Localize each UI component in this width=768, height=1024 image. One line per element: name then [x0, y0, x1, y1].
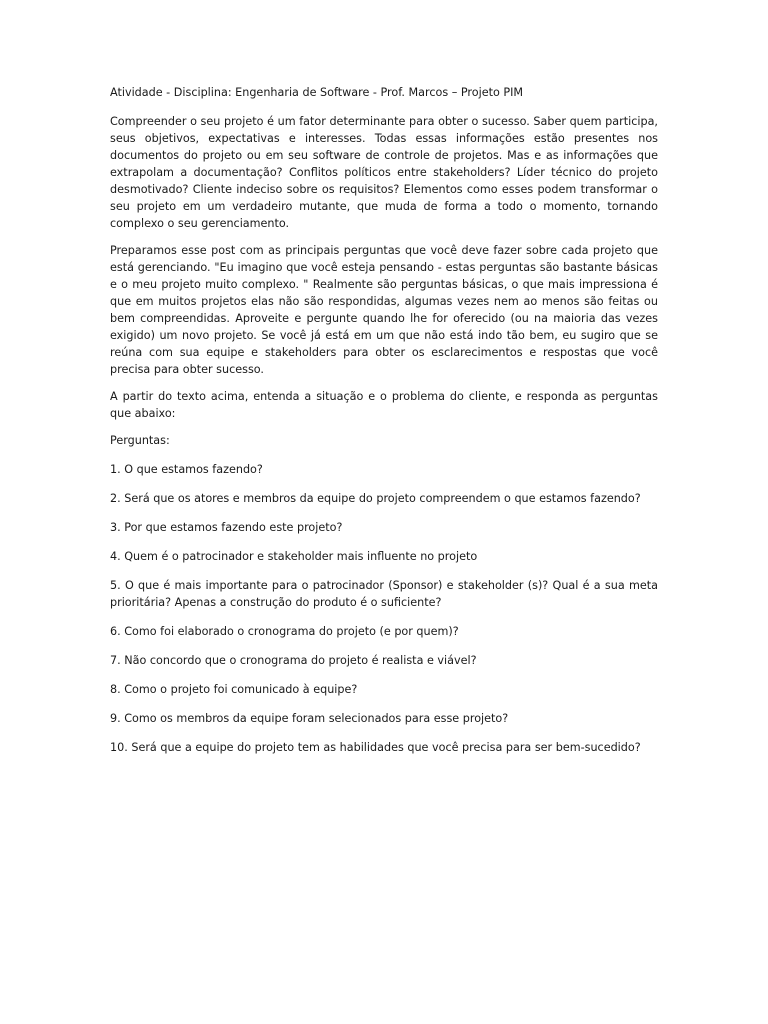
paragraph-post: Preparamos esse post com as principais perguntas que você deve fazer sobre cada projeto que está gerenciando. "Eu imagino que você esteja pensando - estas perguntas são bastante básicas e o meu projeto muito complexo. " Realmente são perguntas básicas, o que mais impressiona é que em muitos projetos elas não são respondidas, algumas vezes nem ao menos são feitas ou bem compreendidas. Aproveite e pergunte quando lhe for oferecido (ou na maioria das vezes exigido) um novo projeto. Se você já está em um que não está indo tão bem, eu sugiro que se reúna com sua equipe e stakeholders para obter os esclarecimentos e respostas que você precisa para obter sucesso. [110, 244, 658, 376]
paragraph-intro: Compreender o seu projeto é um fator determinante para obter o sucesso. Saber quem participa, seus objetivos, expectativas e interesses. Todas essas informações estão presentes nos documentos do projeto ou em seu software de controle de projetos. Mas e as informações que extrapolam a documentação? Conflitos políticos entre stakeholders? Líder técnico do projeto desmotivado? Cliente indeciso sobre os requisitos? Elementos como esses podem transformar o seu projeto em um verdadeiro mutante, que muda de forma a todo o momento, tornando complexo o seu gerenciamento. [110, 115, 658, 230]
question-item: 10. Será que a equipe do projeto tem as habilidades que você precisa para ser bem-sucedido? [110, 741, 641, 754]
document-title: Atividade - Disciplina: Engenharia de Software - Prof. Marcos – Projeto PIM [110, 86, 524, 99]
paragraph-instruction: A partir do texto acima, entenda a situação e o problema do cliente, e responda as perguntas que abaixo: [110, 390, 658, 420]
question-item: 2. Será que os atores e membros da equipe do projeto compreendem o que estamos fazendo? [110, 492, 641, 505]
question-item: 7. Não concordo que o cronograma do projeto é realista e viável? [110, 654, 477, 667]
question-item: 1. O que estamos fazendo? [110, 463, 263, 476]
question-item: 6. Como foi elaborado o cronograma do projeto (e por quem)? [110, 625, 459, 638]
questions-list [110, 461, 658, 756]
question-item: 3. Por que estamos fazendo este projeto? [110, 521, 343, 534]
question-item: 9. Como os membros da equipe foram selecionados para esse projeto? [110, 712, 509, 725]
question-item: 5. O que é mais importante para o patrocinador (Sponsor) e stakeholder (s)? Qual é a sua meta prioritária? Apenas a construção do produto é o suficiente? [110, 579, 658, 609]
questions-label: Perguntas: [110, 434, 170, 447]
question-item: 4. Quem é o patrocinador e stakeholder mais influente no projeto [110, 550, 478, 563]
question-item: 8. Como o projeto foi comunicado à equipe? [110, 683, 358, 696]
document-page [110, 84, 658, 768]
